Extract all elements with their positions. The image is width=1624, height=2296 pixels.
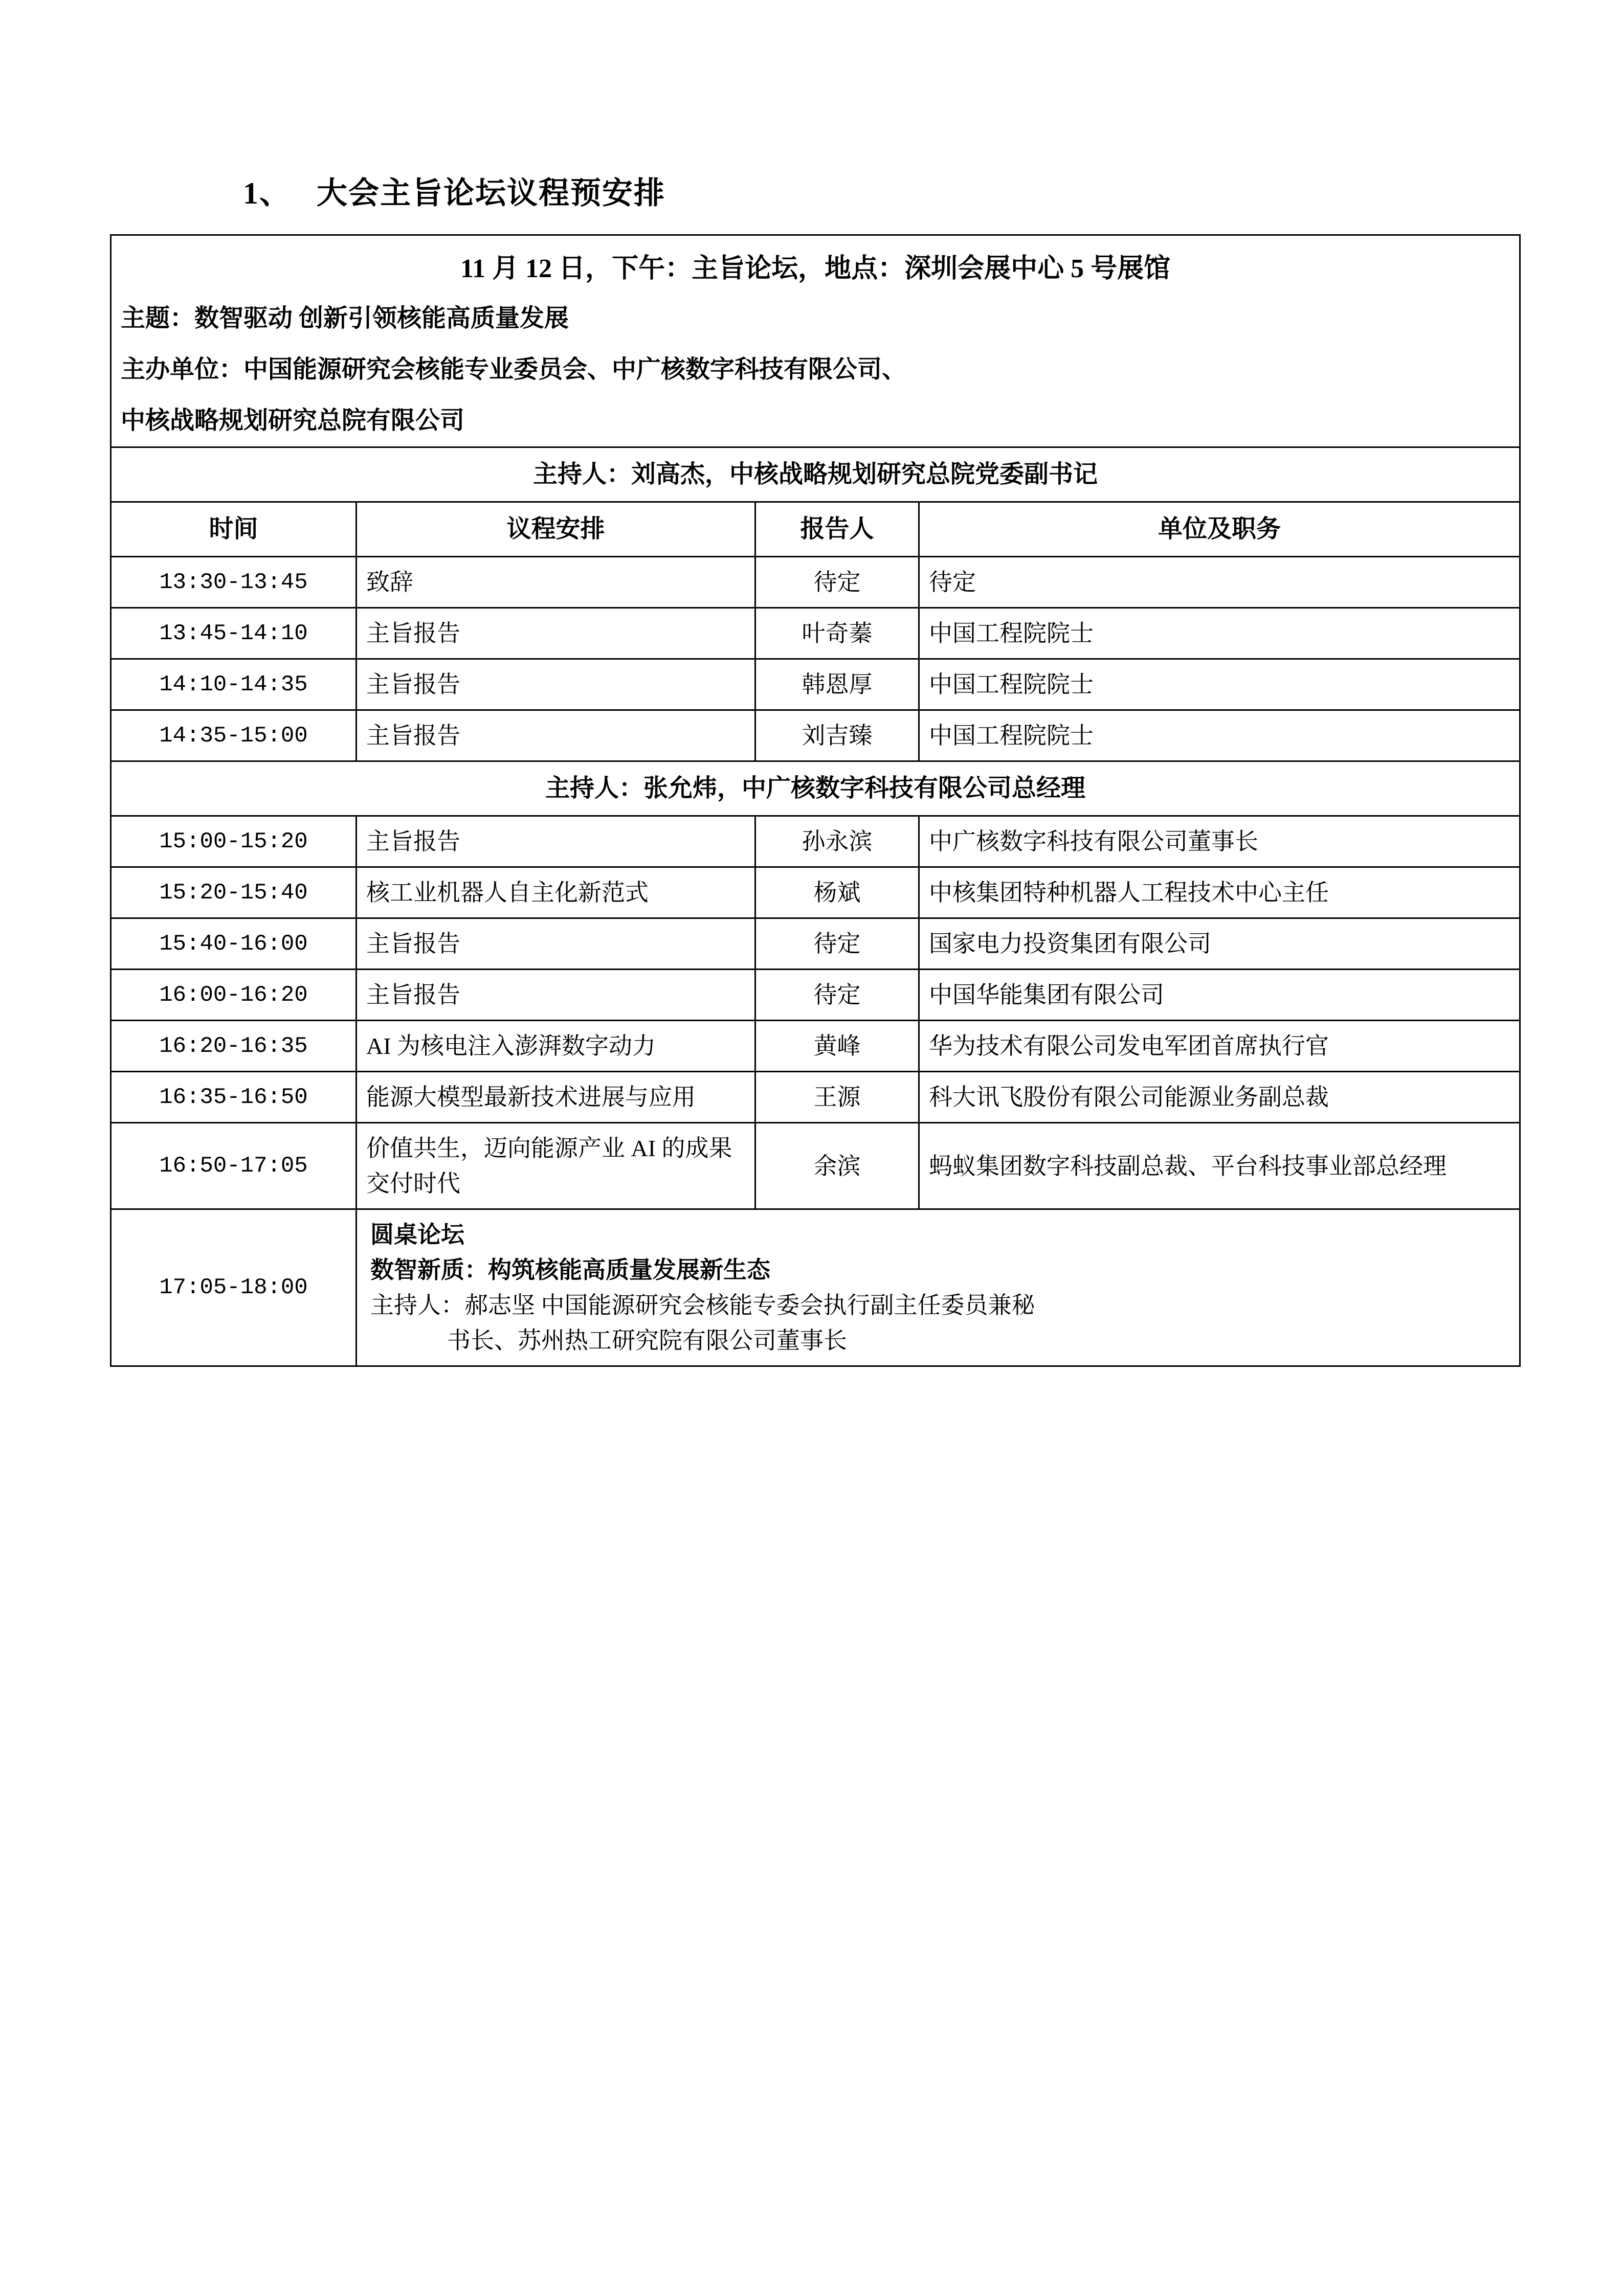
organizer-row-2 [111, 395, 1520, 447]
cell-speaker: 待定 [755, 557, 919, 608]
column-header-org: 单位及职务 [919, 502, 1520, 557]
table-row [111, 1021, 1520, 1072]
page-title [110, 169, 1514, 213]
cell-org: 蚂蚁集团数字科技副总裁、平台科技事业部总经理 [919, 1123, 1520, 1209]
host-row-1 [111, 447, 1520, 502]
column-header-time: 时间 [111, 502, 357, 557]
cell-org: 华为技术有限公司发电军团首席执行官 [919, 1021, 1520, 1072]
cell-topic: 主旨报告 [357, 659, 755, 710]
cell-org: 待定 [919, 557, 1520, 608]
cell-speaker: 韩恩厚 [755, 659, 919, 710]
cell-topic: 主旨报告 [357, 710, 755, 761]
cell-time: 17:05-18:00 [111, 1209, 357, 1366]
table-row [111, 557, 1520, 608]
cell-speaker: 待定 [755, 918, 919, 970]
cell-time: 16:00-16:20 [111, 970, 357, 1021]
table-row [111, 970, 1520, 1021]
cell-org: 中国华能集团有限公司 [919, 970, 1520, 1021]
organizer-row-1 [111, 344, 1520, 395]
table-row [111, 1072, 1520, 1123]
cell-time: 15:20-15:40 [111, 867, 357, 918]
cell-speaker: 杨斌 [755, 867, 919, 918]
banner-row [111, 235, 1520, 294]
cell-time: 13:30-13:45 [111, 557, 357, 608]
cell-speaker: 余滨 [755, 1123, 919, 1209]
cell-topic: 核工业机器人自主化新范式 [357, 867, 755, 918]
table-row [111, 1123, 1520, 1209]
theme-value: 数智驱动 创新引领核能高质量发展 [194, 305, 569, 332]
theme-line [111, 293, 1520, 344]
cell-speaker: 待定 [755, 970, 919, 1021]
organizer-line-1 [111, 344, 1520, 395]
roundtable-host-line-2: 书长、苏州热工研究院有限公司董事长 [447, 1327, 847, 1354]
cell-topic: 价值共生，迈向能源产业 AI 的成果交付时代 [357, 1123, 755, 1209]
cell-speaker: 叶奇蓁 [755, 608, 919, 659]
cell-time: 16:35-16:50 [111, 1072, 357, 1123]
cell-org: 国家电力投资集团有限公司 [919, 918, 1520, 970]
organizer-value-1: 中国能源研究会核能专业委员会、中广核数字科技有限公司、 [243, 356, 907, 383]
column-header-topic: 议程安排 [357, 502, 755, 557]
roundtable-title: 圆桌论坛 [370, 1222, 464, 1248]
cell-time: 15:00-15:20 [111, 816, 357, 867]
cell-speaker: 孙永滨 [755, 816, 919, 867]
cell-time: 16:20-16:35 [111, 1021, 357, 1072]
cell-org: 科大讯飞股份有限公司能源业务副总裁 [919, 1072, 1520, 1123]
cell-topic: 主旨报告 [357, 970, 755, 1021]
cell-speaker: 刘吉臻 [755, 710, 919, 761]
table-row [111, 867, 1520, 918]
organizer-line-2: 中核战略规划研究总院有限公司 [111, 395, 1520, 447]
cell-org: 中国工程院院士 [919, 710, 1520, 761]
section-title: 大会主旨论坛议程预安排 [317, 176, 665, 210]
host-text-2: 主持人：张允炜，中广核数字科技有限公司总经理 [111, 761, 1520, 816]
agenda-table [110, 234, 1521, 1367]
cell-speaker: 黄峰 [755, 1021, 919, 1072]
cell-org: 中广核数字科技有限公司董事长 [919, 816, 1520, 867]
cell-time: 16:50-17:05 [111, 1123, 357, 1209]
table-row [111, 710, 1520, 761]
roundtable-subtitle: 数智新质：构筑核能高质量发展新生态 [370, 1257, 770, 1283]
roundtable-row [111, 1209, 1520, 1366]
roundtable-content [357, 1209, 1520, 1366]
table-row [111, 608, 1520, 659]
cell-time: 13:45-14:10 [111, 608, 357, 659]
cell-time: 14:35-15:00 [111, 710, 357, 761]
cell-org: 中核集团特种机器人工程技术中心主任 [919, 867, 1520, 918]
cell-topic: AI 为核电注入澎湃数字动力 [357, 1021, 755, 1072]
table-row [111, 918, 1520, 970]
roundtable-host-line-1: 主持人：郝志坚 中国能源研究会核能专委会执行副主任委员兼秘 [370, 1292, 1035, 1318]
table-row [111, 816, 1520, 867]
cell-topic: 能源大模型最新技术进展与应用 [357, 1072, 755, 1123]
cell-time: 15:40-16:00 [111, 918, 357, 970]
column-header-row [111, 502, 1520, 557]
theme-row [111, 293, 1520, 344]
host-text-1: 主持人：刘高杰，中核战略规划研究总院党委副书记 [111, 447, 1520, 502]
column-header-speaker: 报告人 [755, 502, 919, 557]
cell-org: 中国工程院院士 [919, 608, 1520, 659]
theme-label: 主题： [121, 305, 195, 332]
banner-text: 11 月 12 日，下午：主旨论坛，地点：深圳会展中心 5 号展馆 [111, 235, 1520, 294]
cell-speaker: 王源 [755, 1072, 919, 1123]
cell-topic: 致辞 [357, 557, 755, 608]
cell-topic: 主旨报告 [357, 608, 755, 659]
organizer-label: 主办单位： [121, 356, 244, 383]
cell-time: 14:10-14:35 [111, 659, 357, 710]
table-row [111, 659, 1520, 710]
cell-org: 中国工程院院士 [919, 659, 1520, 710]
host-row-2 [111, 761, 1520, 816]
cell-topic: 主旨报告 [357, 816, 755, 867]
section-number: 1、 [243, 176, 291, 210]
cell-topic: 主旨报告 [357, 918, 755, 970]
